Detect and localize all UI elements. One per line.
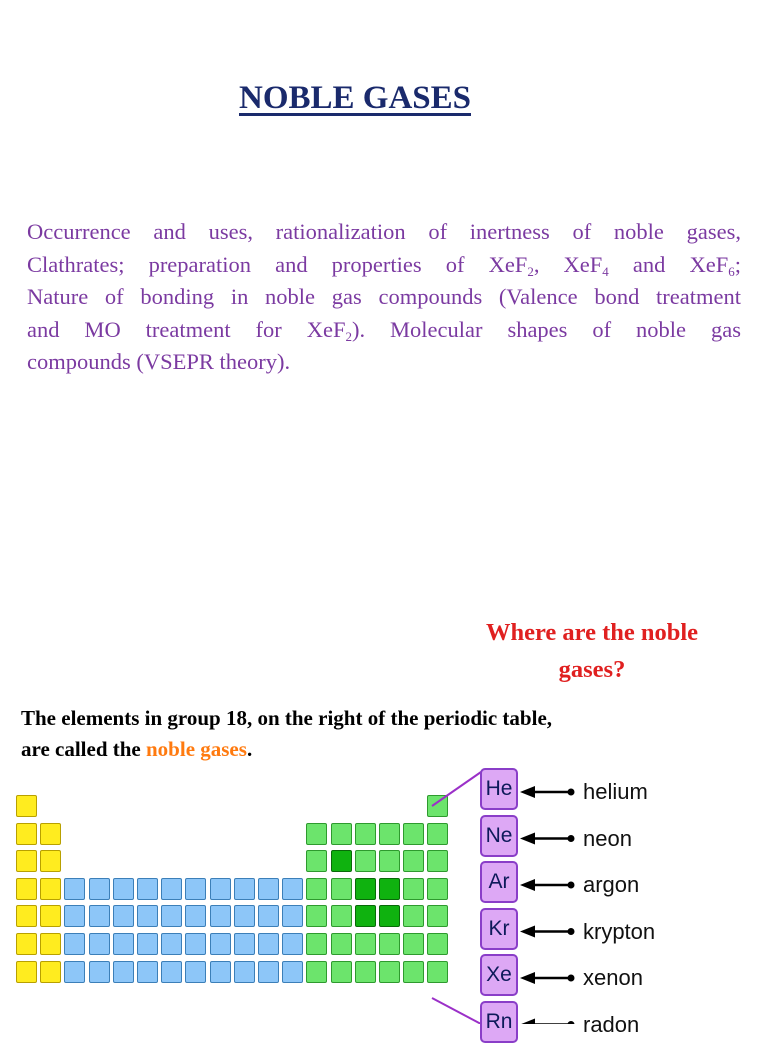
arrow-left-icon	[520, 972, 535, 984]
syllabus-line: and MO treatment for XeF$_2$). Molecular shapes of noble gas	[27, 316, 741, 344]
arrow-dot	[568, 789, 575, 796]
arrow-left-icon	[520, 786, 535, 798]
arrow-left-icon	[520, 879, 535, 891]
page-title: NOBLE GASES	[239, 80, 471, 116]
arrow-dot	[568, 928, 575, 935]
syllabus-line: Clathrates; preparation and properties of XeF$_2$, XeF$_4$ and XeF$_6$;	[27, 251, 741, 279]
syllabus-line: Occurrence and uses, rationalization of inertness of noble gases,	[27, 219, 741, 244]
element-name-radon: radon	[583, 1011, 640, 1037]
syllabus-line: compounds (VSEPR theory).	[27, 349, 291, 374]
element-symbol-ar: Ar	[480, 861, 518, 903]
connector-bottom	[432, 998, 481, 1024]
arrow-dot	[568, 975, 575, 982]
question-heading: Where are the noble gases?	[485, 619, 699, 683]
arrow-left-icon	[520, 1019, 535, 1025]
element-name-neon: neon	[583, 825, 632, 851]
element-symbol-he: He	[480, 768, 518, 810]
element-symbol-kr: Kr	[480, 908, 518, 950]
connector-top	[432, 772, 481, 806]
element-symbol-ne: Ne	[480, 815, 518, 857]
element-name-argon: argon	[583, 872, 640, 897]
noble-gases-highlight: noble gases	[146, 737, 247, 761]
arrow-left-icon	[520, 833, 535, 845]
element-name-xenon: xenon	[583, 965, 643, 990]
syllabus-line: Nature of bonding in noble gas compounds (Valence bond treatment	[27, 284, 741, 309]
element-symbol-xe: Xe	[480, 954, 518, 996]
arrow-left-icon	[520, 926, 535, 938]
intro-text: The elements in group 18, on the right of the periodic table, are called the noble gases.	[21, 706, 553, 761]
arrow-dot	[568, 882, 575, 889]
element-name-helium: helium	[583, 779, 648, 804]
arrow-dot	[568, 835, 575, 842]
element-name-krypton: krypton	[583, 918, 656, 944]
element-symbol-rn: Rn	[480, 1001, 518, 1043]
